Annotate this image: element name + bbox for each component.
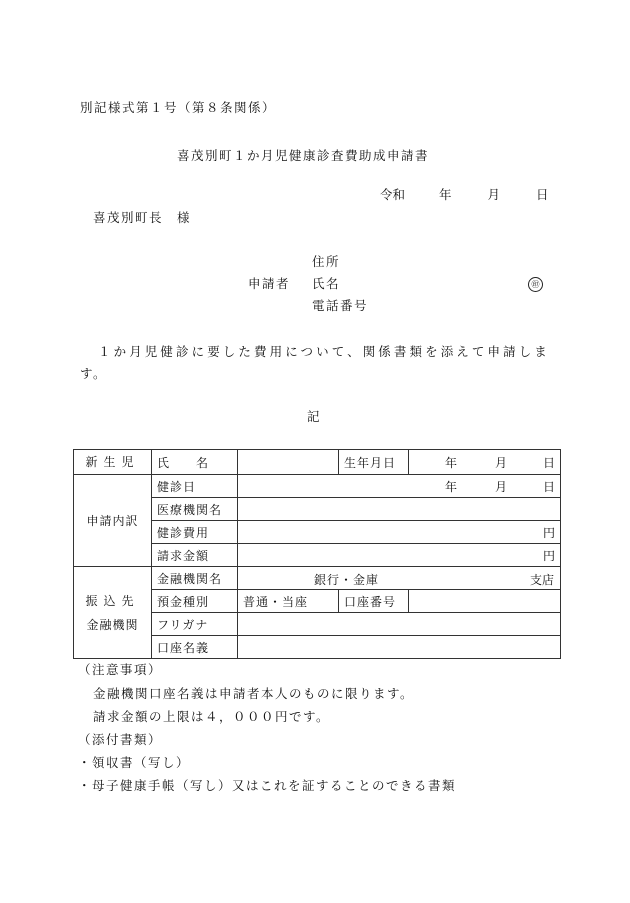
birth-month-label: 月 [494, 455, 507, 470]
birthdate-label: 生年月日 [339, 450, 409, 475]
cost-yen-label: 円 [542, 525, 555, 540]
transfer-group-line1: 振込先 [85, 593, 140, 608]
checkup-date-label: 健診日 [152, 475, 238, 498]
applicant-name-label: 氏名 [312, 276, 341, 291]
newborn-label: 新生児 [74, 450, 152, 475]
newborn-name-label: 氏 名 [152, 450, 238, 475]
date-month-label: 月 [487, 187, 501, 202]
date-day-label: 日 [536, 187, 549, 202]
bank-field[interactable] [238, 567, 561, 590]
holder-label: 口座名義 [152, 636, 238, 659]
applicant-role-label: 申請者 [248, 276, 291, 291]
bank-label: 金融機関名 [152, 567, 238, 590]
bank-type-label: 銀行・金庫 [314, 573, 380, 587]
attachment-item: ・領収書（写し） [78, 755, 191, 770]
body-text-line1: １か月児健診に要した費用について、関係書類を添えて申請しま [98, 344, 550, 359]
transfer-group-label [74, 567, 152, 659]
institution-label: 医療機関名 [152, 498, 238, 521]
application-group-label: 申請内訳 [74, 475, 152, 567]
institution-field[interactable] [238, 498, 561, 521]
newborn-name-field[interactable] [238, 450, 339, 475]
table-row [74, 567, 561, 590]
checkup-month-label: 月 [494, 479, 507, 494]
account-number-field[interactable] [409, 590, 561, 613]
deposit-type-label: 預金種別 [152, 590, 238, 613]
checkup-date-field[interactable] [238, 475, 561, 498]
claim-field[interactable] [238, 544, 561, 567]
checkup-year-label: 年 [444, 479, 457, 494]
table-row [74, 475, 561, 498]
deposit-options[interactable]: 普通・当座 [238, 590, 339, 613]
note-item: 金融機関口座名義は申請者本人のものに限ります。 [93, 686, 415, 701]
page-title: 喜茂別町１か月児健康診査費助成申請書 [177, 148, 430, 163]
seal-mark: ㊞ [528, 277, 543, 292]
date-year-label: 年 [439, 187, 452, 202]
furigana-label: フリガナ [152, 613, 238, 636]
claim-label: 請求金額 [152, 544, 238, 567]
birth-year-label: 年 [444, 455, 457, 470]
cost-label: 健診費用 [152, 521, 238, 544]
date-line [380, 185, 549, 203]
holder-field[interactable] [238, 636, 561, 659]
transfer-group-line2: 金融機関 [86, 617, 139, 632]
addressee: 喜茂別町長 様 [93, 210, 192, 225]
phone-label: 電話番号 [312, 298, 369, 313]
cost-field[interactable] [238, 521, 561, 544]
form-number: 別記様式第１号（第８条関係） [80, 100, 277, 115]
checkup-day-label: 日 [542, 479, 555, 494]
account-number-label: 口座番号 [339, 590, 409, 613]
application-table [73, 449, 561, 659]
claim-yen-label: 円 [542, 548, 555, 563]
body-text-line2: す。 [80, 366, 108, 381]
notes-heading: （注意事項） [78, 662, 163, 677]
table-row [74, 450, 561, 475]
address-label: 住所 [312, 254, 341, 269]
attachments-heading: （添付書類） [78, 732, 163, 747]
furigana-field[interactable] [238, 613, 561, 636]
attachment-item: ・母子健康手帳（写し）又はこれを証することのできる書類 [78, 778, 457, 793]
note-item: 請求金額の上限は４，０００円です。 [93, 709, 331, 724]
birth-day-label: 日 [542, 455, 555, 470]
ki-label: 記 [307, 409, 320, 424]
branch-label: 支店 [529, 573, 554, 587]
date-era: 令和 [380, 187, 406, 202]
birthdate-field[interactable] [409, 450, 561, 475]
